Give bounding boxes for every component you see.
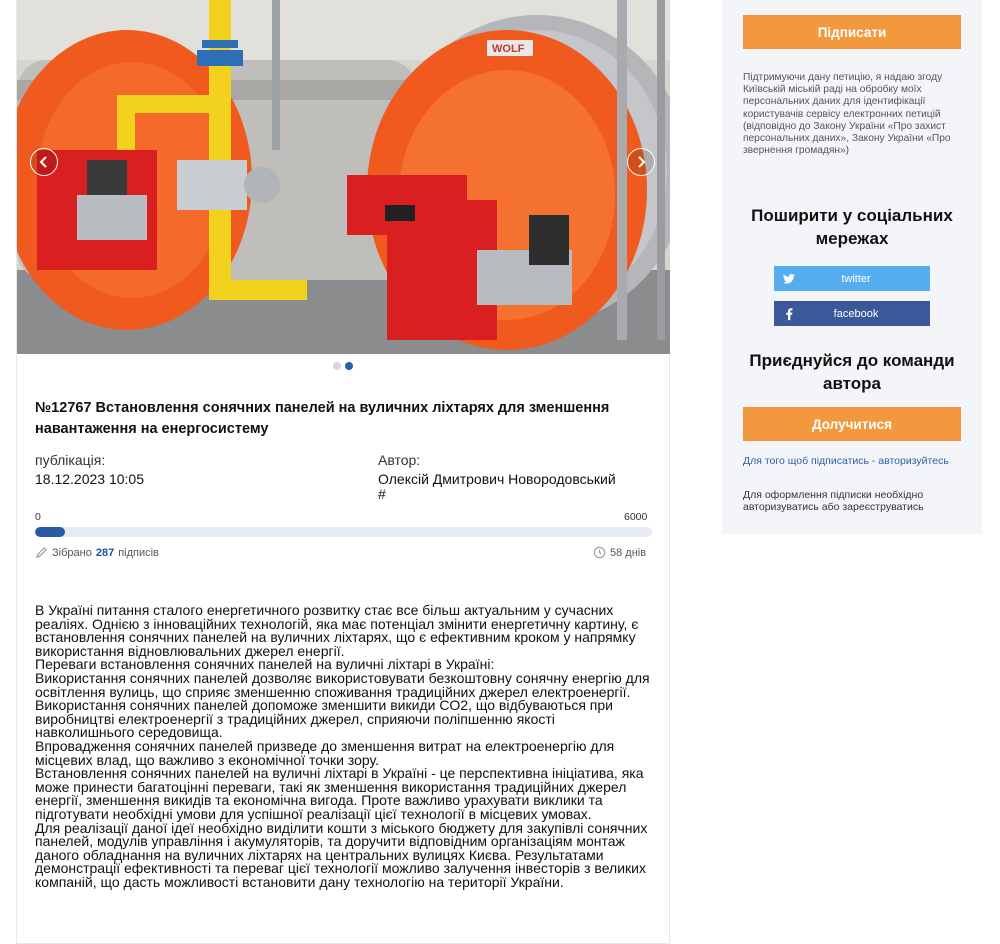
publication-date: 18.12.2023 10:05	[35, 471, 144, 487]
join-team-button[interactable]: Долучитися	[743, 407, 961, 441]
progress-min-label: 0	[35, 511, 41, 523]
join-heading: Приєднуйся до команди автора	[749, 351, 955, 393]
body-paragraph-6: Встановлення сонячних панелей на вуличні ліхтарі в Україні - це перспективна ініціатива, яка може принести багатоцінні переваги, такі як зменшення використання традиційних джерел енергії, зменшення викидів та економічна вигода. Проте важливо урахувати виклики та підготувати необхідні умови для успішної реалізації цієї технології в місцевих умовах.	[35, 765, 644, 822]
sign-button[interactable]: Підписати	[743, 15, 961, 49]
facebook-share-button[interactable]	[774, 301, 930, 326]
carousel-dot-1[interactable]	[333, 362, 341, 370]
body-paragraph-3: Використання сонячних панелей дозволяє використовувати безкоштовну сонячну енергію для освітлення вулиць, що сприяє зменшенню споживання традиційних джерел електроенергії.	[35, 669, 650, 700]
signature-progress-fill	[35, 527, 65, 537]
boiler-room-photo	[17, 0, 670, 354]
facebook-icon	[774, 307, 804, 321]
twitter-share-button[interactable]	[774, 266, 930, 291]
image-carousel	[17, 0, 670, 354]
petition-body	[35, 604, 653, 889]
collected-count: 287	[95, 546, 115, 559]
body-paragraph-7: Для реалізації даної ідеї необхідно виділити кошти з міського бюджету для закупівлі сонячних панелей, модулів управління і акумуляторів, та доручити відповідним організаціям монтаж даного обладнання на вуличних ліхтарях на центральних вулицях Києва. Результатами демонстрації ефективності та переваг цієї технології можливо залучення інвесторів з великих компаній, що дасть можливості встановити дану технологію на території України.	[35, 819, 648, 890]
svg-text:WOLF: WOLF	[492, 43, 525, 55]
auth-note: Для оформлення підписки необхідно авторизуватись або зареєструватись	[743, 489, 924, 513]
share-heading: Поширити у соціальних мережах	[751, 206, 953, 248]
body-paragraph-5: Впровадження сонячних панелей призведе до зменшення витрат на електроенергію для місцевих влад, що важливо з економічної точки зору.	[35, 737, 615, 768]
author-label: Автор:	[378, 452, 421, 468]
chevron-left-icon	[38, 156, 50, 168]
signature-progress-bar	[35, 527, 652, 537]
collected-suffix: підписів	[118, 546, 159, 559]
facebook-label: facebook	[833, 307, 879, 320]
twitter-label: twitter	[841, 272, 871, 285]
petition-sidebar	[722, 0, 982, 534]
signatures-collected	[35, 546, 159, 559]
author-name: Олексій Дмитрович Новородовський	[378, 471, 616, 487]
carousel-prev-button[interactable]	[30, 148, 58, 176]
twitter-icon	[774, 272, 804, 286]
petition-card	[16, 0, 670, 944]
days-remaining	[593, 546, 646, 559]
body-paragraph-1: В Україні питання сталого енергетичного розвитку стає все більш актуальним у сучасних реаліях. Однією з інноваційних технологій, яка має потенціал змінити енергетичну картину, є встановлення сонячних панелей на вуличних ліхтарях, що є ефективним кроком у напрямку використання відновлювальних джерел енергії.	[35, 602, 639, 659]
chevron-right-icon	[635, 156, 647, 168]
pen-icon	[35, 546, 48, 559]
carousel-dots	[333, 362, 353, 370]
days-left-label: 58 днів	[610, 546, 647, 559]
body-paragraph-2: Переваги встановлення сонячних панелей на вуличні ліхтарі в Україні:	[35, 656, 495, 673]
login-link[interactable]: Для того щоб підписатись - авторизуйтесь	[743, 455, 949, 467]
author-extra: #	[378, 486, 386, 502]
collected-prefix: Зібрано	[52, 546, 92, 559]
carousel-dot-2[interactable]	[345, 362, 353, 370]
progress-max-label: 6000	[624, 511, 648, 523]
clock-icon	[593, 546, 606, 559]
petition-title: №12767 Встановлення сонячних панелей на вуличних ліхтарях для зменшення навантаження на енергосистему	[35, 400, 610, 437]
body-paragraph-4: Використання сонячних панелей допоможе зменшити викиди CO2, що відбуваються при виробництві електроенергії з традиційних джерел, сприяючи поліпшенню якості навколишнього середовища.	[35, 697, 613, 741]
publication-label: публікація:	[35, 452, 106, 468]
carousel-next-button[interactable]	[627, 148, 655, 176]
consent-text: Підтримуючи дану петицію, я надаю згоду Київській міській раді на обробку моїх персональних даних для ідентифікації користувачів сервісу електронних петицій (відповідно до Закону України «Про захист персональних даних», Закону України «Про звернення громадян»)	[743, 72, 951, 157]
